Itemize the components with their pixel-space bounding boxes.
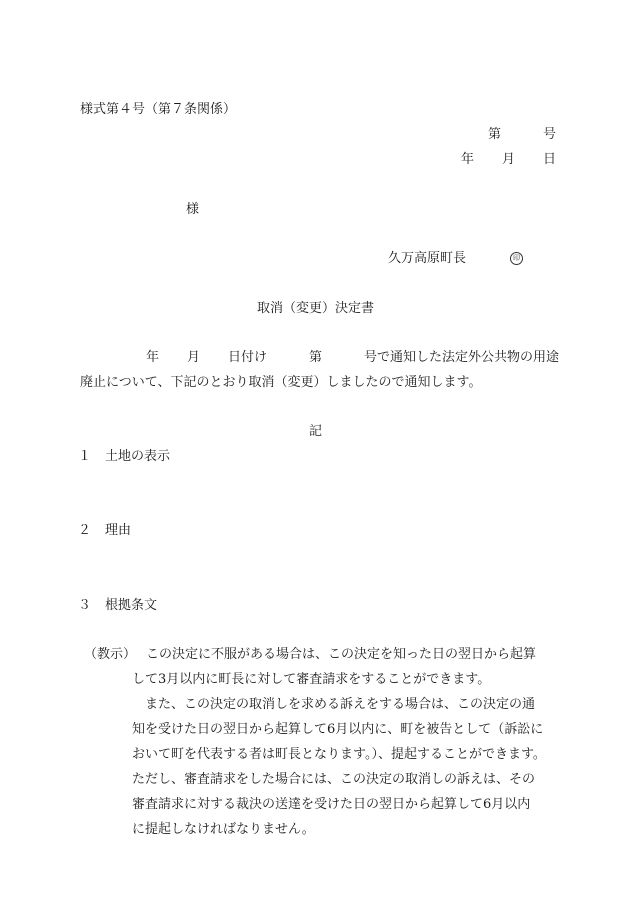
item-3-label: 根拠条文 [105, 598, 158, 613]
intro-date-suffix: 日付け [228, 350, 268, 365]
instruction-line: おいて町を代表する者は町長となります。）、提起することができます。 [132, 747, 546, 762]
doc-number-go: 号 [543, 127, 557, 142]
instruction-line: 知を受けた日の翌日から起算して6月以内に、町を被告として（訴訟に [132, 722, 544, 737]
document-title: 取消（変更）決定書 [257, 301, 375, 316]
intro-line1-rest: 号で通知した法定外公共物の用途 [364, 350, 560, 365]
instruction-line: また、この決定の取消しを求める訴えをする場合は、この決定の通 [132, 697, 536, 712]
item-3-number: ３ [78, 598, 92, 613]
instruction-label: （教示） [84, 647, 137, 662]
instruction-line: ただし、審査請求をした場合には、この決定の取消しの訴えは、その [132, 772, 536, 787]
instruction-line: して3月以内に町長に対して審査請求をすることができます。 [132, 672, 491, 687]
doc-number-dai: 第 [488, 127, 502, 142]
seal-mark [510, 250, 523, 268]
item-1-number: １ [78, 449, 92, 464]
instruction-line: 審査請求に対する裁決の送達を受けた日の翌日から起算して6月以内 [132, 797, 531, 812]
date-year: 年 [461, 152, 475, 167]
date-month: 月 [502, 152, 516, 167]
issuer-name: 久万高原町長 [388, 251, 467, 266]
intro-year: 年 [146, 350, 160, 365]
instruction-line: に提起しなければなりません。 [132, 822, 315, 837]
intro-month: 月 [187, 350, 201, 365]
instruction-line: この決定に不服がある場合は、この決定を知った日の翌日から起算 [146, 647, 537, 662]
item-2-label: 理由 [105, 523, 132, 538]
intro-line2: 廃止について、下記のとおり取消（変更）しましたので通知します。 [80, 375, 482, 390]
intro-dai: 第 [309, 350, 323, 365]
ki-heading: 記 [309, 424, 323, 439]
addressee-suffix: 様 [186, 202, 200, 217]
form-label: 様式第４号（第７条関係） [80, 102, 237, 117]
item-1-label: 土地の表示 [105, 449, 171, 464]
date-day: 日 [543, 152, 557, 167]
seal-icon: 印 [510, 252, 523, 265]
item-2-number: ２ [78, 523, 92, 538]
